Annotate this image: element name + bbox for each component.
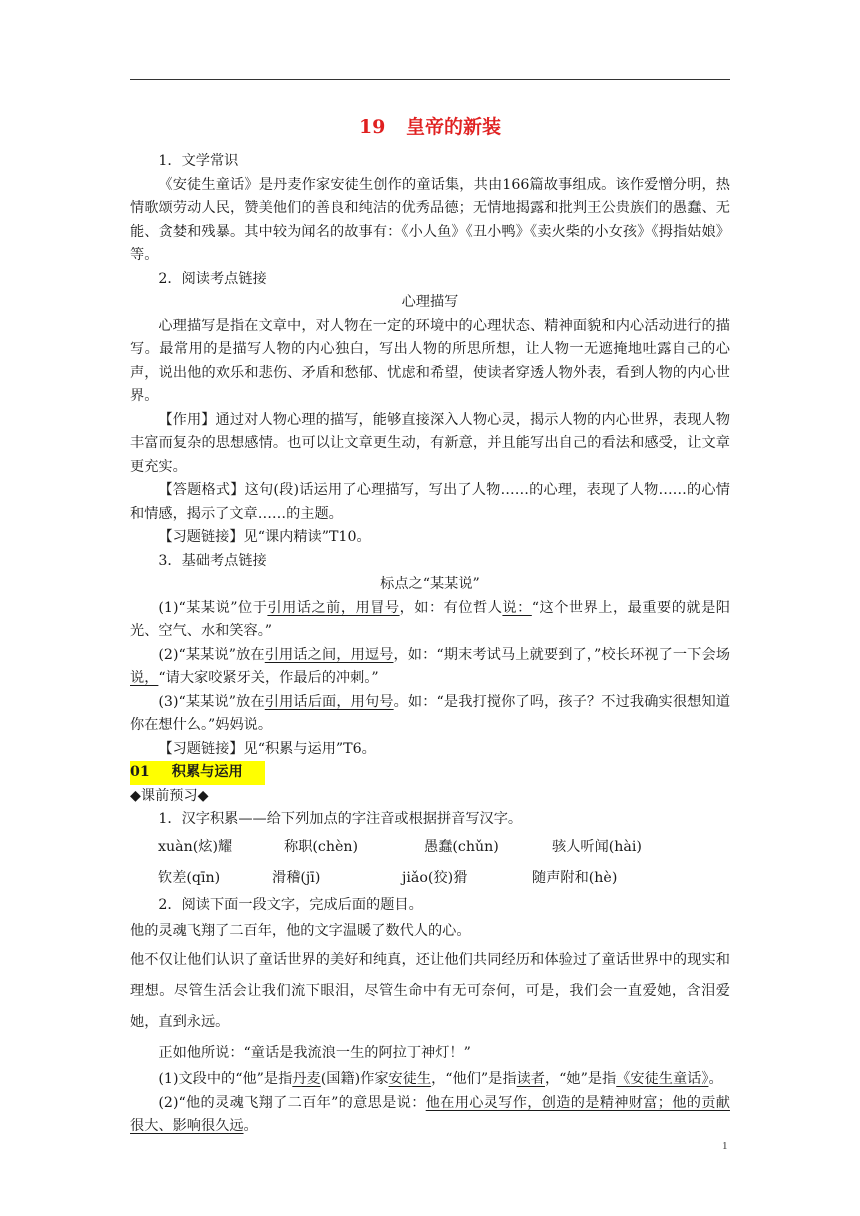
q1-heading: 1．汉字积累——给下列加点的字注音或根据拼音写汉字。 <box>158 811 523 827</box>
chapter-title: 皇帝的新装 <box>406 116 502 138</box>
text-run: (3)“某某说”放在 <box>158 693 265 710</box>
s2-effect: 【作用】通过对人物心理的描写，能够直接深入人物心灵，揭示人物的内心世界，表现人物丰富而复杂的思想感情。也可以让文章更生动，有新意，并且能写出自己的看法和感受，让文章更充实。 <box>130 411 730 475</box>
part-01-heading <box>130 761 730 785</box>
q2-heading: 2．阅读下面一段文字，完成后面的题目。 <box>158 896 423 913</box>
answer-underline: 说： <box>502 599 532 616</box>
s2-subtitle: 心理描写 <box>401 294 459 310</box>
s2-format: 【答题格式】这句(段)话运用了心理描写，写出了人物……的心理，表现了人物……的心情和情感，揭示了文章……的主题。 <box>130 482 730 522</box>
q1-row-1 <box>130 832 730 863</box>
q2-passage-1: 他的灵魂飞翔了二百年，他的文字温暖了数代人的心。 <box>130 923 471 939</box>
s2-body: 心理描写是指在文章中，对人物在一定的环境中的心理状态、精神面貌和内心活动进行的描写。最常用的是描写人物的内心独白，写出人物的所思所想，让人物一无遮掩地吐露自己的心声，说出他的欢乐和悲伤、矛盾和愁郁、忧虑和希望，使读者穿透人物外表，看到人物的内心世界。 <box>130 317 730 404</box>
q2-answer-2 <box>130 1092 730 1139</box>
q1-item: 滑稽(jī) <box>272 869 321 886</box>
s2-heading: 2．阅读考点链接 <box>158 270 267 287</box>
text-run: “请大家咬紧牙关，作最后的冲刺。” <box>158 670 379 686</box>
s3-subtitle: 标点之“某某说” <box>380 576 480 592</box>
q1-row-2 <box>130 863 730 894</box>
s3-para-3 <box>130 691 730 738</box>
answer-underline: 说， <box>130 670 159 686</box>
chapter-number: 19 <box>358 116 386 138</box>
text-run: 。如：“是我打搅你了吗，孩子？不过我确实很想知道你在想什么。”妈妈说。 <box>130 693 730 733</box>
q1-item: xuàn(炫)耀 <box>158 838 233 855</box>
part-number: 01 <box>130 764 150 780</box>
page-content <box>130 112 730 1139</box>
q1-item: 钦差(qīn) <box>158 869 221 886</box>
q1-item: 称职(chèn) <box>284 838 359 855</box>
q1-item: 骇人听闻(hài) <box>552 838 642 855</box>
page-title <box>130 112 730 138</box>
text-run: (国籍)作家 <box>320 1071 389 1087</box>
part-label: 积累与运用 <box>171 764 243 780</box>
text-run: “这个世界上，最重要的就是阳光、空气、水和笑容。” <box>130 599 730 639</box>
text-run: ，如：有位哲人 <box>399 599 503 616</box>
q1-item: jiǎo(狡)猾 <box>402 869 468 886</box>
answer-underline: 读者 <box>516 1071 545 1087</box>
text-run: 。 <box>243 1118 258 1134</box>
answer-underline: 《安徒生童话》 <box>616 1071 709 1087</box>
answer-underline: 引用话之间，用逗号 <box>264 646 394 663</box>
text-run: ，“她”是指 <box>544 1071 617 1087</box>
header-rule <box>130 79 730 80</box>
s1-body: 《安徒生童话》是丹麦作家安徒生创作的童话集，共由166篇故事组成。该作爱憎分明，热情歌颂劳动人民，赞美他们的善良和纯洁的优秀品德；无情地揭露和批判王公贵族们的愚蠢、无能、贪婪和残暴。其中较为闻名的故事有：《小人鱼》《丑小鸭》《卖火柴的小女孩》《拇指姑娘》等。 <box>130 176 730 263</box>
text-run: (1)“某某说”位于 <box>158 599 268 616</box>
q2-passage-2: 他不仅让他们认识了童话世界的美好和纯真，还让他们共同经历和体验过了童话世界中的现实和理想。尽管生活会让我们流下眼泪，尽管生命中有无可奈何，可是，我们会一直爱她，含泪爱她，直到永远。 <box>130 952 730 1030</box>
page-number: 1 <box>722 1140 728 1152</box>
text-run: ，如：“期末考试马上就要到了，”校长环视了一下会场 <box>393 646 730 663</box>
s3-para-2 <box>130 644 730 691</box>
q2-answer-1 <box>130 1068 730 1092</box>
text-run: (1)文段中的“他”是指 <box>158 1071 293 1087</box>
q1-item: 随声附和(hè) <box>532 869 618 886</box>
text-run: (2)“某某说”放在 <box>158 646 265 663</box>
preview-heading: ◆课前预习◆ <box>130 787 209 804</box>
q2-passage-3: 正如他所说：“童话是我流浪一生的阿拉丁神灯！” <box>158 1045 471 1061</box>
s3-para-1 <box>130 597 730 644</box>
s2-link: 【习题链接】见“课内精读”T10。 <box>158 529 371 545</box>
answer-underline: 丹麦 <box>292 1071 321 1087</box>
part-01-highlight <box>130 761 265 785</box>
answer-underline: 引用话之前，用冒号 <box>267 599 400 616</box>
text-run: (2)“他的灵魂飞翔了二百年”的意思是说： <box>158 1094 426 1111</box>
s3-link: 【习题链接】见“积累与运用”T6。 <box>158 740 376 757</box>
answer-underline: 安徒生 <box>388 1071 432 1087</box>
text-run: ，“他们”是指 <box>431 1071 517 1087</box>
answer-underline: 引用话后面，用句号 <box>264 693 394 710</box>
q1-item: 愚蠢(chǔn) <box>424 838 499 855</box>
s1-heading: 1．文学常识 <box>158 153 239 169</box>
answer-underline: 他在用心灵写作，创造的是精神财富；他的贡献很大、影响很久远 <box>130 1094 730 1134</box>
s3-heading: 3．基础考点链接 <box>158 552 267 569</box>
text-run: 。 <box>708 1071 723 1087</box>
